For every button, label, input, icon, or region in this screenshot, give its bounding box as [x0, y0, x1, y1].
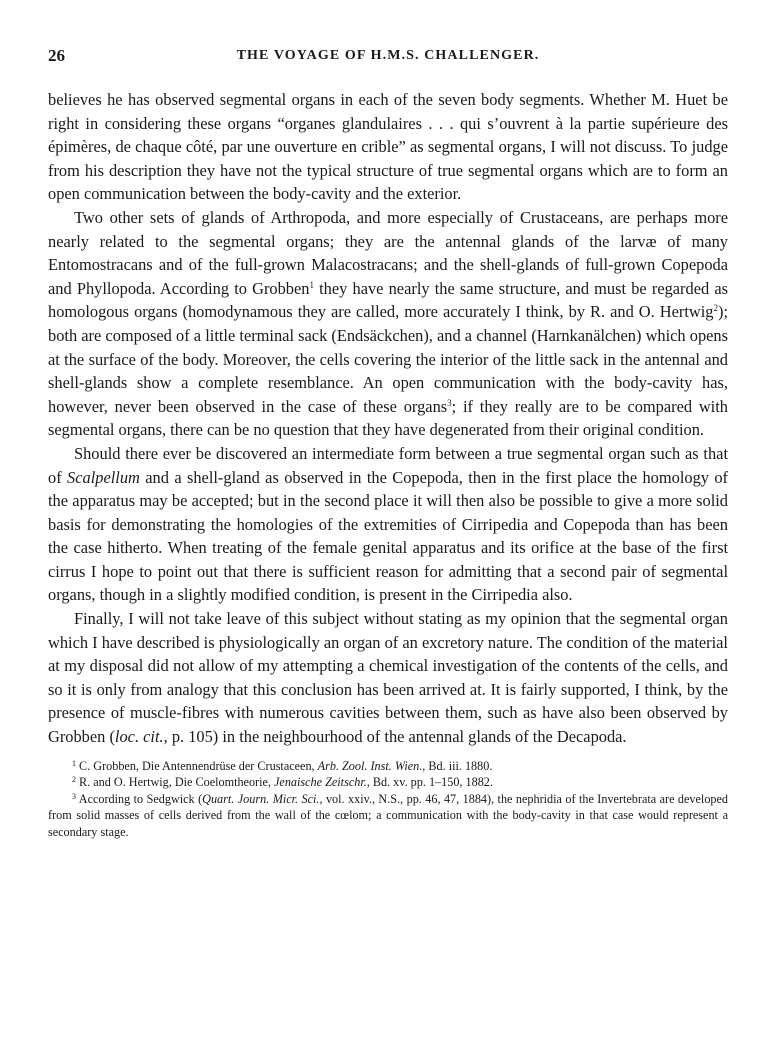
footnote-ref-3: 3 — [447, 397, 452, 408]
footnote-mark: 3 — [72, 791, 76, 801]
footnote-text: C. Grobben, Die Antennendrüse der Crustaceen, — [76, 758, 318, 773]
paragraph-2-part-c: ); both are composed of a little terminal sack (Endsäckchen), and a channel (Harnkanälchen) which opens at the surface of the body. Moreover, the cells covering the interior of the little sack in the antennal and shell-glands show a complete resemblance. An open communication with the body-cavity has, however, never been observed in the case of these organs — [48, 302, 728, 416]
page-number: 26 — [48, 46, 65, 65]
loc-cit-citation: loc. cit. — [114, 727, 164, 747]
footnote-3 — [48, 791, 728, 841]
paragraph-3 — [48, 442, 728, 607]
paragraph-1: believes he has observed segmental organs in each of the seven body segments. Whether M. Huet be right in considering these organs “organes glandulaires . . . qui s’ouvrent à la partie supérieure des épimères, de chaque côté, par une ouverture en crible” as segmental organs, I will not discuss. To judge from his description they have not the typical structure of true segmental organs which are to form an open communication between the body-cavity and the exterior. — [48, 90, 728, 204]
footnote-ref-2: 2 — [713, 303, 718, 314]
footnote-journal: Jenaische Zeitschr. — [274, 775, 367, 790]
paragraph-4-part-b: , p. 105) in the neighbourhood of the antennal glands of the Decapoda. — [163, 727, 627, 747]
paragraph-2-part-a: Two other sets of glands of Arthropoda, and more especially of Crustaceans, are perhaps more nearly related to the segmental organs; they are the antennal glands of the larvæ of many Entomostracans and of the full-grown Malacostracans; and the shell-glands of full-grown Copepoda and Phyllopoda. According to Grobben — [48, 207, 728, 298]
paragraph-2-part-d: ; if they really are to be compared with segmental organs, there can be no question that they have degenerated from their original condition. — [48, 396, 728, 440]
paragraph-3-part-b: and a shell-gland as observed in the Copepoda, then in the first place the homology of the apparatus may be accepted; but in the second place it will then also be possible to give a more solid basis for demonstrating the homologies of the extremities of Cirripedia and Copepoda than has been the case hitherto. When treating of the female genital apparatus and its orifice at the base of the first cirrus I hope to point out that there is sufficient reason for admitting that a second pair of segmental organs, though in a slightly modified condition, is present in the Cirripedia also. — [48, 467, 728, 605]
footnotes — [48, 758, 728, 841]
footnote-ref-1: 1 — [309, 279, 314, 290]
running-title: THE VOYAGE OF H.M.S. CHALLENGER. — [236, 48, 540, 63]
footnote-2 — [48, 774, 728, 791]
footnote-mark: 1 — [72, 758, 76, 768]
footnote-journal: Quart. Journ. Micr. Sci. — [202, 791, 320, 806]
paragraph-3-part-a: Should there ever be discovered an intermediate form between a true segmental organ such as that of — [48, 443, 728, 487]
footnote-journal: Arb. Zool. Inst. Wien. — [317, 758, 423, 773]
genus-name-scalpellum: Scalpellum — [67, 467, 140, 487]
footnote-text: , Bd. iii. 1880. — [422, 758, 493, 773]
body-text — [48, 88, 728, 749]
paragraph-2 — [48, 206, 728, 442]
footnote-text: , vol. xxiv., N.S., pp. 46, 47, 1884), the nephridia of the Invertebrata are developed from solid masses of cells derived from the wall of the cœlom; a communication with the body-cavity in that case would represent a secondary stage. — [48, 791, 729, 839]
footnote-text: R. and O. Hertwig, Die Coelomtheorie, — [76, 775, 275, 790]
footnote-text: , Bd. xv. pp. 1–150, 1882. — [366, 775, 493, 790]
footnote-1 — [48, 758, 728, 775]
footnote-mark: 2 — [72, 775, 76, 785]
paragraph-2-part-b: they have nearly the same structure, and must be regarded as homologous organs (homodynamous they are called, more accurately I think, by R. and O. Hertwig — [48, 278, 729, 322]
footnote-text: According to Sedgwick ( — [76, 791, 203, 806]
paragraph-4-part-a: Finally, I will not take leave of this subject without stating as my opinion that the segmental organ which I have described is physiologically an organ of an excretory nature. The condition of the material at my disposal did not allow of my attempting a chemical investigation of the contents of the cells, and so it is only from analogy that this conclusion has been arrived at. It is fairly supported, I think, by the presence of muscle-fibres with numerous cavities between them, such as have also been observed by Grobben ( — [48, 609, 728, 747]
book-page — [48, 40, 728, 841]
page-header — [48, 40, 728, 70]
paragraph-4 — [48, 607, 728, 749]
